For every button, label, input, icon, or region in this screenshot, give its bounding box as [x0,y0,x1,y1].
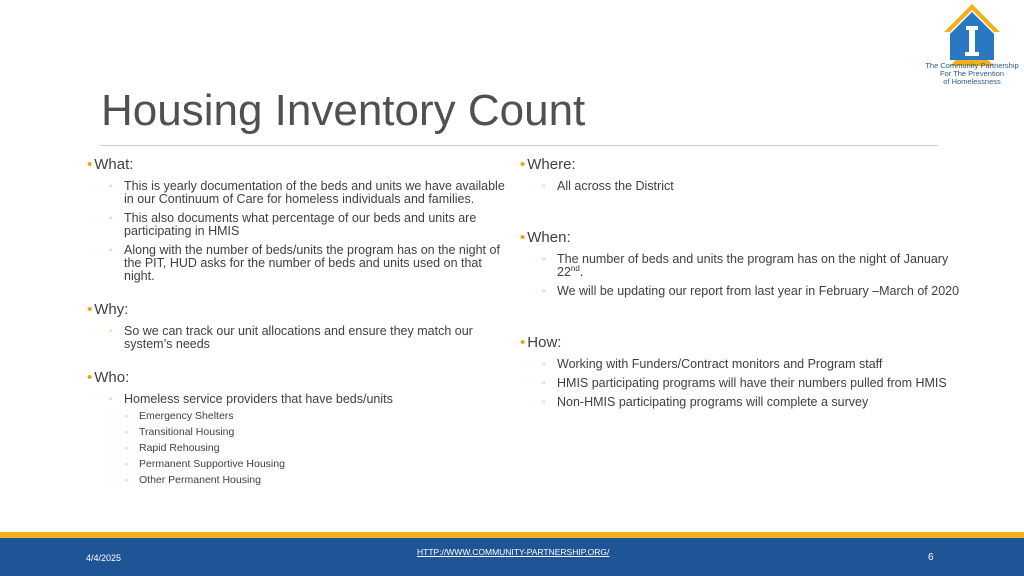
who-item: ◦ Homeless service providers that have beds/units [87,393,512,406]
when-item: ◦ The number of beds and units the program has on the night of January 22nd. [520,253,960,279]
when-heading: • When: [520,229,571,246]
title-divider [100,145,938,146]
housing-type-item: ◦ Other Permanent Housing [87,474,512,486]
housing-type-item: ◦ Transitional Housing [87,426,512,438]
housing-type-item: ◦ Rapid Rehousing [87,442,512,454]
what-item: ◦ This also documents what percentage of our beds and units are participating in HMIS [87,212,512,238]
footer-link[interactable]: HTTP://WWW.COMMUNITY-PARTNERSHIP.ORG/ [417,547,610,557]
what-item: ◦ Along with the number of beds/units the program has on the night of the PIT, HUD asks for the number of beds and units used on that night. [87,244,512,283]
what-heading: • What: [87,156,134,173]
logo-caption: The Community Partnership For The Prevention of Homelessness [925,61,1019,86]
how-heading: • How: [520,334,562,351]
housing-type-item: ◦ Permanent Supportive Housing [87,458,512,470]
how-item: ◦ HMIS participating programs will have their numbers pulled from HMIS [520,377,960,390]
slide-title: Housing Inventory Count [101,86,586,135]
left-column [87,156,512,486]
who-heading: • Who: [87,369,130,386]
where-heading: • Where: [520,156,576,173]
what-item: ◦ This is yearly documentation of the beds and units we have available in our Continuum of Care for homeless individuals and families. [87,180,512,206]
why-item: ◦ So we can track our unit allocations and ensure they match our system’s needs [87,325,512,351]
footer-bar [0,538,1024,576]
how-item: ◦ Non-HMIS participating programs will complete a survey [520,396,960,409]
right-column [520,156,960,409]
how-item: ◦ Working with Funders/Contract monitors and Program staff [520,358,960,371]
why-heading: • Why: [87,301,129,318]
housing-type-item: ◦ Emergency Shelters [87,410,512,422]
footer-date: 4/4/2025 [86,553,122,563]
when-item: ◦ We will be updating our report from last year in February –March of 2020 [520,285,960,298]
page-number: 6 [928,552,934,563]
where-item: ◦ All across the District [520,180,960,193]
